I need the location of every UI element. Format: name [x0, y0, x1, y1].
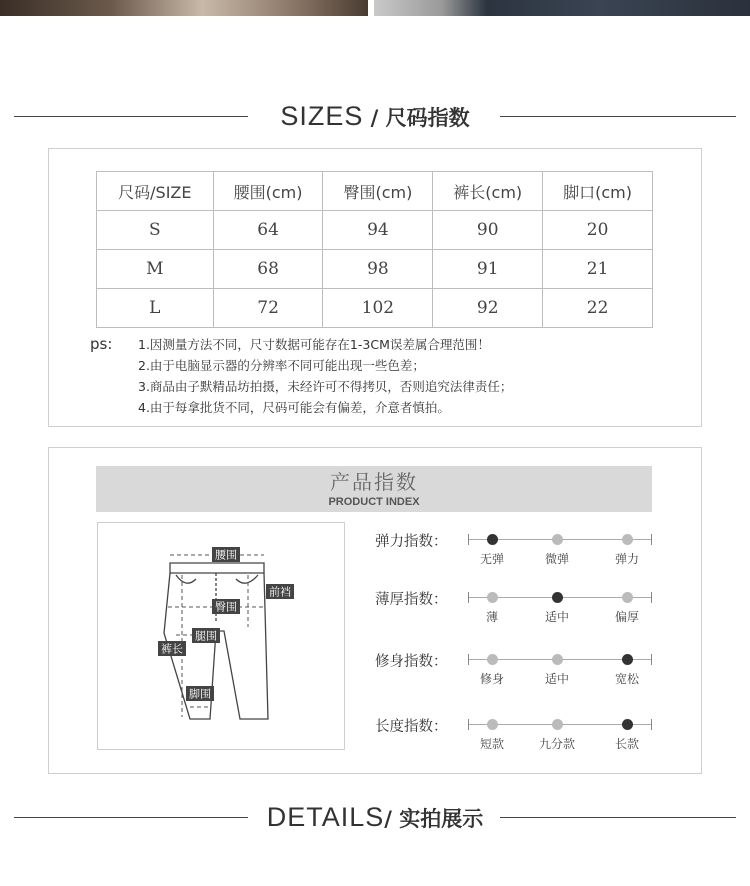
rating-dot — [487, 592, 498, 603]
details-heading-cn: 实拍展示 — [399, 807, 484, 831]
note-item: 4.由于每拿批货不同，尺码可能会有偏差，介意者慎拍。 — [138, 400, 450, 415]
table-cell: 64 — [213, 211, 323, 250]
table-cell: 94 — [323, 211, 433, 250]
details-heading-sep: / — [384, 807, 400, 831]
table-header-row — [97, 172, 653, 211]
rating-thickness — [375, 588, 665, 628]
table-cell: 98 — [323, 250, 433, 289]
rating-track-end — [468, 654, 469, 665]
top-photo-strip — [0, 0, 750, 16]
rating-option: 微弹 — [544, 552, 570, 566]
table-row — [97, 250, 653, 289]
rating-option: 无弹 — [479, 552, 505, 566]
rating-dot — [622, 719, 633, 730]
rating-track-end — [651, 719, 652, 730]
rating-dot — [487, 534, 498, 545]
table-header-cell: 裤长(cm) — [433, 172, 543, 211]
rating-option: 偏厚 — [614, 610, 640, 624]
table-cell: 20 — [543, 211, 653, 250]
rating-track-end — [651, 654, 652, 665]
rating-option: 适中 — [544, 672, 570, 686]
product-index-title-en: PRODUCT INDEX — [328, 496, 420, 508]
rating-dot — [487, 719, 498, 730]
rating-fit — [375, 650, 665, 690]
sizes-heading-sep: / — [363, 106, 386, 130]
rating-label: 薄厚指数： — [375, 592, 448, 608]
table-cell: 22 — [543, 289, 653, 328]
sizes-heading-cn: 尺码指数 — [385, 106, 470, 130]
notes-list — [138, 334, 512, 418]
rating-dot — [552, 592, 563, 603]
pants-diagram — [98, 523, 344, 749]
rating-dot — [622, 592, 633, 603]
table-cell: M — [97, 250, 214, 289]
diagram-label-rise: 前裆 — [269, 585, 291, 599]
details-heading-title — [0, 797, 750, 839]
rating-option: 长款 — [614, 737, 640, 751]
note-item: 2.由于电脑显示器的分辨率不同可能出现一些色差； — [138, 358, 425, 373]
pants-pocket-right — [236, 575, 258, 583]
rating-option: 适中 — [544, 610, 570, 624]
note-item: 3.商品由子默精品坊拍摄，未经许可不得拷贝，否则追究法律责任； — [138, 379, 513, 394]
rating-label: 弹力指数： — [375, 534, 448, 550]
photo-fragment-right — [374, 0, 750, 16]
photo-fragment-left — [0, 0, 368, 16]
rating-option: 薄 — [485, 610, 499, 624]
notes-label: ps: — [90, 335, 113, 353]
pants-diagram-box — [97, 522, 345, 750]
table-cell: 102 — [323, 289, 433, 328]
rating-dot — [622, 654, 633, 665]
rating-track-end — [651, 534, 652, 545]
product-index-title-cn: 产品指数 — [330, 470, 418, 494]
table-cell: 72 — [213, 289, 323, 328]
table-cell: 90 — [433, 211, 543, 250]
table-cell: 68 — [213, 250, 323, 289]
table-row — [97, 289, 653, 328]
pants-waistband — [170, 563, 264, 573]
rating-option: 宽松 — [614, 672, 640, 686]
table-cell: S — [97, 211, 214, 250]
sizes-heading-title — [0, 96, 750, 138]
size-table — [96, 171, 653, 328]
rating-length — [375, 715, 665, 755]
table-cell: 21 — [543, 250, 653, 289]
diagram-label-length: 裤长 — [161, 642, 183, 656]
rating-dot — [487, 654, 498, 665]
details-heading — [0, 797, 750, 837]
rating-option: 弹力 — [614, 552, 640, 566]
pants-pocket-left — [176, 575, 196, 583]
table-header-cell: 尺码/SIZE — [97, 172, 214, 211]
diagram-label-hem: 脚围 — [189, 687, 211, 701]
note-item: 1.因测量方法不同，尺寸数据可能存在1-3CM误差属合理范围！ — [138, 337, 490, 352]
rating-option: 修身 — [479, 672, 505, 686]
rating-elasticity — [375, 530, 665, 570]
rating-track-end — [651, 592, 652, 603]
rating-option: 九分款 — [538, 737, 576, 751]
diagram-label-waist: 腰围 — [215, 548, 237, 562]
diagram-label-thigh: 腿围 — [195, 629, 217, 643]
rating-dot — [552, 719, 563, 730]
sizes-heading-en: SIZES — [280, 101, 364, 131]
table-header-cell: 臀围(cm) — [323, 172, 433, 211]
rating-dot — [622, 534, 633, 545]
rating-track-end — [468, 592, 469, 603]
sizes-heading — [0, 96, 750, 136]
rating-track-end — [468, 534, 469, 545]
table-header-cell: 腰围(cm) — [213, 172, 323, 211]
table-header-cell: 脚口(cm) — [543, 172, 653, 211]
table-cell: 91 — [433, 250, 543, 289]
details-heading-en: DETAILS — [266, 802, 385, 832]
rating-label: 修身指数： — [375, 654, 448, 670]
table-cell: 92 — [433, 289, 543, 328]
diagram-label-hip: 臀围 — [215, 600, 237, 614]
product-index-banner — [96, 466, 652, 512]
rating-track-end — [468, 719, 469, 730]
rating-label: 长度指数： — [375, 719, 448, 735]
rating-dot — [552, 654, 563, 665]
rating-option: 短款 — [479, 737, 505, 751]
rating-dot — [552, 534, 563, 545]
table-cell: L — [97, 289, 214, 328]
table-row — [97, 211, 653, 250]
